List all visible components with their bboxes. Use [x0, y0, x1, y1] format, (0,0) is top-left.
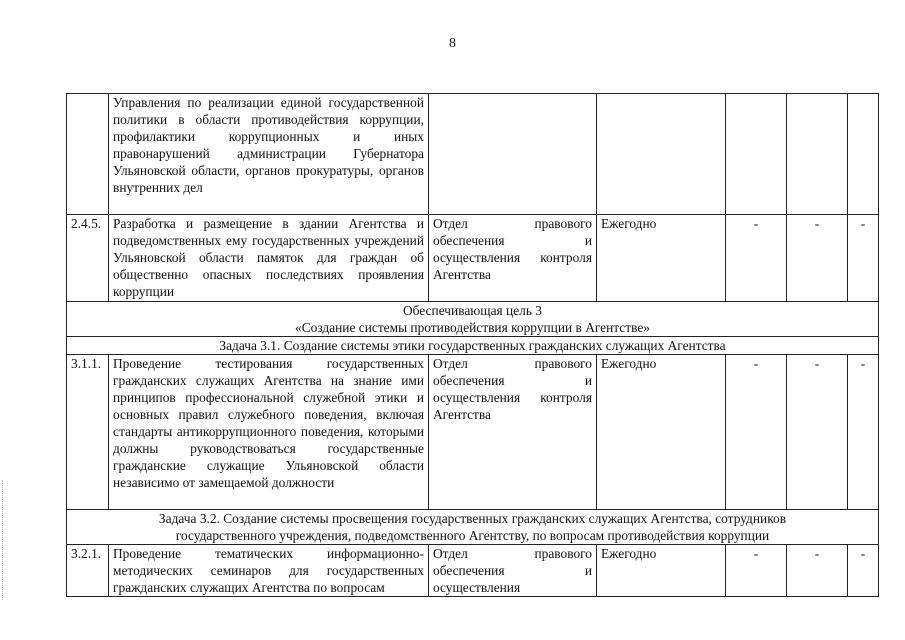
task-heading-cell [67, 510, 879, 545]
funding-cell-1: - [726, 355, 787, 510]
goal-heading-cell [67, 302, 879, 337]
row-number-cell: 3.2.1. [67, 545, 109, 597]
executor-cell: Отдел правового обеспечения и осуществления [429, 545, 597, 597]
task-heading-line-2: государственного учреждения, подведомственного Агентству, по вопросам противодействия коррупции [175, 528, 770, 543]
measure-text-cell: Проведение тематических информационно-методических семинаров для государственных гражданских служащих Агентства по вопросам [109, 545, 429, 597]
funding-cell-3 [848, 94, 879, 215]
task-heading-line-1: Задача 3.2. Создание системы просвещения государственных гражданских служащих Агентства, сотрудников [158, 511, 787, 526]
task-heading-cell: Задача 3.1. Создание системы этики государственных гражданских служащих Агентства [67, 337, 879, 355]
table-row [67, 545, 879, 597]
table-row [67, 94, 879, 215]
funding-cell-3: - [848, 545, 879, 597]
measure-text-cell: Управления по реализации единой государственной политики в области противодействия коррупции, профилактики коррупционных и иных правонарушений администрации Губернатора Ульяновской области, органов прокуратуры, органов внутренних дел [109, 94, 429, 215]
row-number-cell: 2.4.5. [67, 215, 109, 302]
measure-text-cell: Разработка и размещение в здании Агентства и подведомственных ему государственных учреждений Ульяновской области памяток для граждан об общественно опасных последствиях проявления коррупции [109, 215, 429, 302]
term-cell [597, 94, 726, 215]
executor-cell: Отдел правового обеспечения и осуществления контроля Агентства [429, 215, 597, 302]
funding-cell-2: - [787, 215, 848, 302]
funding-cell-1 [726, 94, 787, 215]
term-cell: Ежегодно [597, 545, 726, 597]
executor-cell [429, 94, 597, 215]
funding-cell-3: - [848, 215, 879, 302]
funding-cell-2: - [787, 545, 848, 597]
term-cell: Ежегодно [597, 215, 726, 302]
table-row [67, 355, 879, 510]
goal-heading-line-1: Обеспечивающая цель 3 [403, 303, 542, 318]
scan-edge-mark [2, 480, 4, 600]
executor-cell: Отдел правового обеспечения и осуществления контроля Агентства [429, 355, 597, 510]
measure-text-cell: Проведение тестирования государственных гражданских служащих Агентства на знание ими принципов профессиональной служебной этики и основных правил служебного поведения, включая стандарты антикоррупционного поведения, которыми должны руководствоваться государственные гражданские служащие Ульяновской области независимо от замещаемой должности [109, 355, 429, 510]
row-number-cell [67, 94, 109, 215]
row-number-cell: 3.1.1. [67, 355, 109, 510]
measures-table [66, 93, 879, 597]
funding-cell-2 [787, 94, 848, 215]
table-row [67, 510, 879, 545]
goal-heading-line-2: «Создание системы противодействия коррупции в Агентстве» [295, 320, 650, 335]
funding-cell-2: - [787, 355, 848, 510]
page-number: 8 [449, 36, 456, 51]
funding-cell-3: - [848, 355, 879, 510]
table-row [67, 337, 879, 355]
funding-cell-1: - [726, 545, 787, 597]
table-row [67, 215, 879, 302]
table-row [67, 302, 879, 337]
funding-cell-1: - [726, 215, 787, 302]
term-cell: Ежегодно [597, 355, 726, 510]
